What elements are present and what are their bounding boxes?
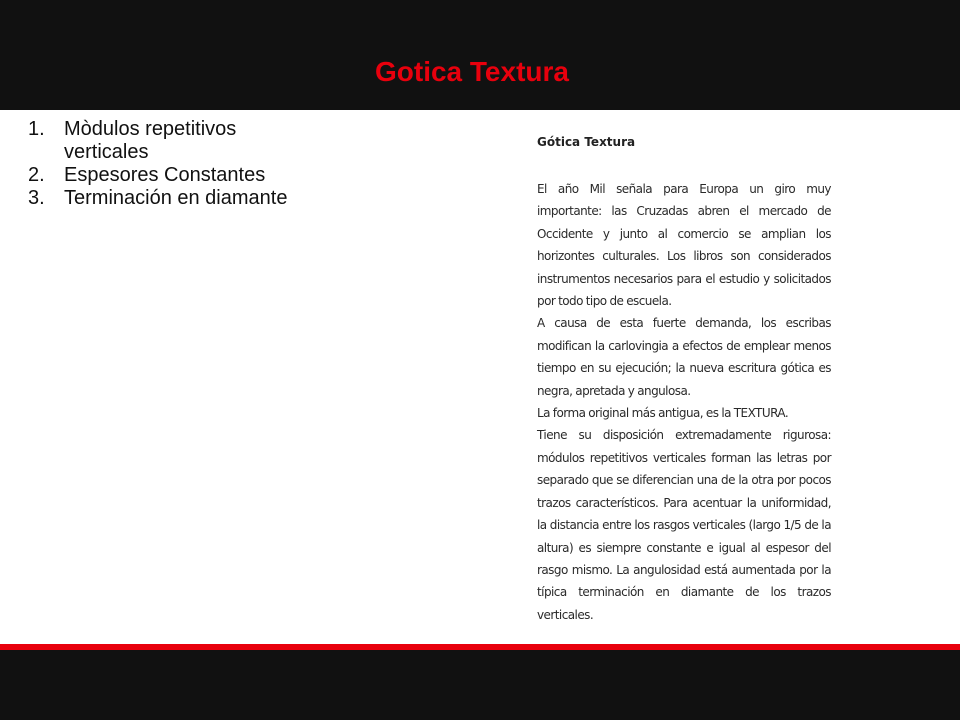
list-item-text: Mòdulos repetitivos verticales xyxy=(64,118,237,163)
numbered-list xyxy=(24,118,324,210)
list-item-number: 2. xyxy=(28,164,45,186)
document-paragraph: El año Mil señala para Europa un giro muy importante: las Cruzadas abren el mercado de Occidente y junto al comercio se amplian los horizontes culturales. Los libros son considerados instrumentos necesarios para el estudio y solicitados por todo tipo de escuela. xyxy=(537,182,831,309)
list-item xyxy=(24,164,324,187)
document-paragraph: La forma original más antigua, es la TEXTURA. xyxy=(537,406,789,421)
slide-title: Gotica Textura xyxy=(375,56,569,87)
list-item-text: Espesores Constantes xyxy=(64,164,266,186)
list-item xyxy=(24,118,324,164)
list-item xyxy=(24,187,324,210)
list-item-number: 1. xyxy=(28,118,45,140)
list-item-text: Terminación en diamante xyxy=(64,187,288,209)
bottom-bar xyxy=(0,650,960,720)
document-paragraph: Tiene su disposición extremadamente rigurosa: módulos repetitivos verticales forman las letras por separado que se diferencian una de la otra por pocos trazos característicos. Para acentuar la uniformidad, la distancia entre los rasgos verticales (largo 1/5 de la altura) es siempre constante e igual al espesor del rasgo mismo. La angulosidad está aumentada por la típica terminación en diamante de los trazos verticales. xyxy=(537,428,831,622)
document-paragraph: A causa de esta fuerte demanda, los escribas modifican la carlovingia a efectos de emplear menos tiempo en su ejecución; la nueva escritura gótica es negra, apretada y angulosa. xyxy=(537,316,831,398)
document-heading: Gótica Textura xyxy=(537,135,636,149)
document-excerpt xyxy=(537,132,831,626)
list-item-number: 3. xyxy=(28,187,45,209)
